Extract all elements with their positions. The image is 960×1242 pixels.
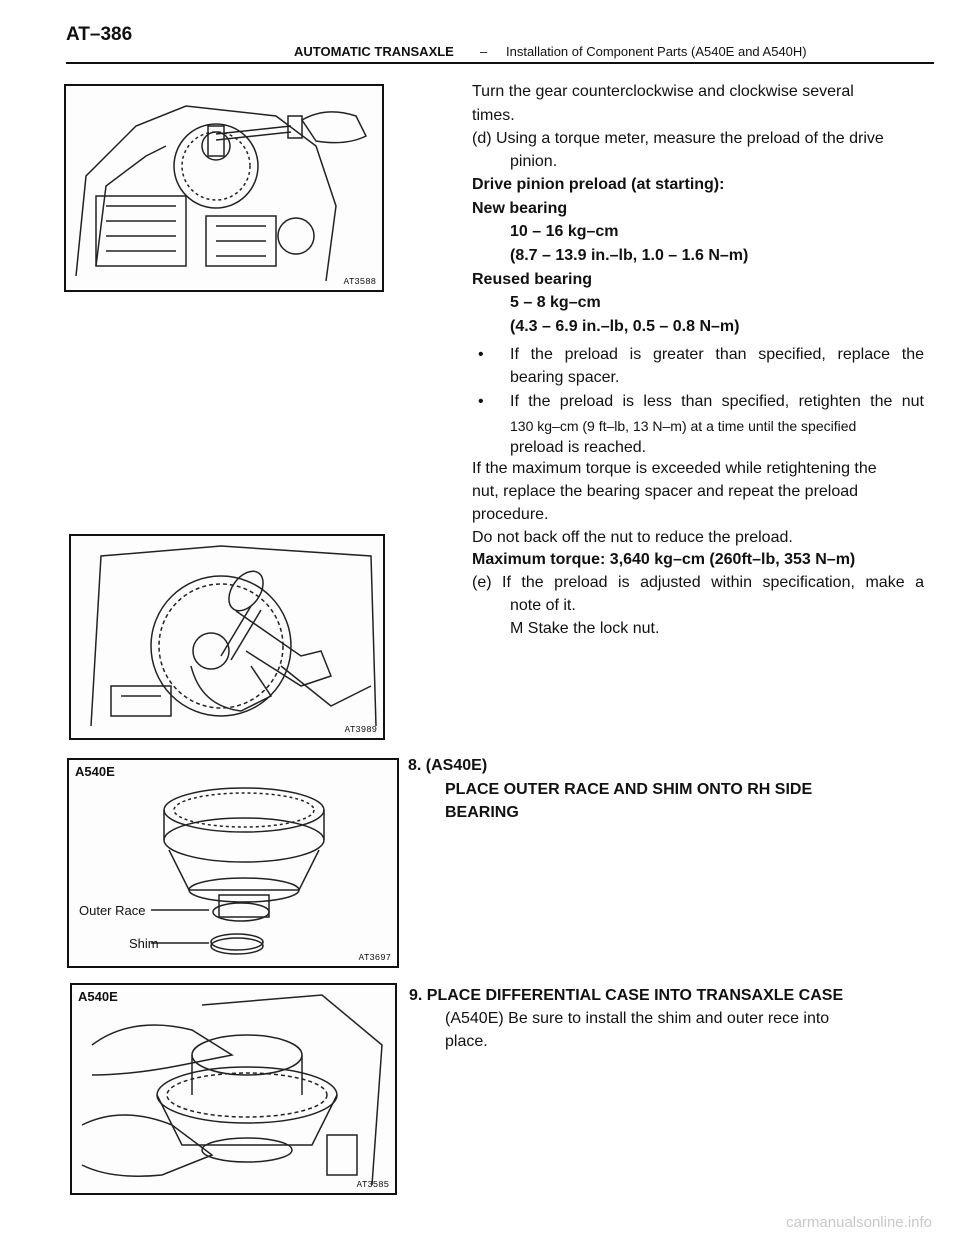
figure-stake-lock-nut <box>69 534 385 740</box>
reused-bearing-value: 5 – 8 kg–cm <box>510 294 601 311</box>
differential-illustration <box>69 760 397 966</box>
figure-code: AT3989 <box>344 725 377 735</box>
stake-lock-nut: M Stake the lock nut. <box>510 620 660 637</box>
step8-line3: BEARING <box>445 804 519 821</box>
step-e-line2: note of it. <box>510 597 576 614</box>
max-torque-note-line1: If the maximum torque is exceeded while retightening the <box>472 460 877 477</box>
step-d-line1: (d) Using a torque meter, measure the preload of the drive <box>472 130 884 147</box>
callout-outer-race: Outer Race <box>79 903 146 918</box>
new-bearing-label: New bearing <box>472 200 568 217</box>
bullet1-line1: If the preload is greater than specified, replace the <box>510 346 924 363</box>
step-d-line2: pinion. <box>510 153 558 170</box>
step8-heading: 8. (AS40E) <box>408 757 488 774</box>
preload-spec-heading: Drive pinion preload (at starting): <box>472 176 725 193</box>
bullet1-line2: bearing spacer. <box>510 369 620 386</box>
header-dash: – <box>480 44 488 59</box>
figure-code: AT3588 <box>343 277 376 287</box>
figure-torque-meter <box>64 84 384 292</box>
step9-heading: 9. PLACE DIFFERENTIAL CASE INTO TRANSAXLE CASE <box>409 987 844 1004</box>
differential-install-illustration <box>72 985 395 1193</box>
hammer-chisel-illustration <box>71 536 383 738</box>
header-section-title: AUTOMATIC TRANSAXLE <box>294 44 454 59</box>
new-bearing-value: 10 – 16 kg–cm <box>510 223 619 240</box>
figure-model-tag: A540E <box>78 989 118 1004</box>
page-number: AT–386 <box>66 24 133 45</box>
figure-code: AT3697 <box>358 953 391 963</box>
figure-differential-case <box>70 983 397 1195</box>
callout-shim: Shim <box>129 936 159 951</box>
no-back-off-note: Do not back off the nut to reduce the preload. <box>472 529 793 546</box>
step9-line3: place. <box>445 1033 488 1050</box>
reused-bearing-label: Reused bearing <box>472 271 593 288</box>
step-e-line1: (e) If the preload is adjusted within specification, make a <box>472 574 924 591</box>
figure-model-tag: A540E <box>75 764 115 779</box>
header-subtitle: Installation of Component Parts (A540E and A540H) <box>506 44 807 59</box>
bullet2-line3: preload is reached. <box>510 439 647 456</box>
torque-meter-illustration <box>66 86 382 290</box>
watermark-text: carmanualsonline.info <box>786 1214 932 1231</box>
max-torque-note-line2: nut, replace the bearing spacer and repeat the preload <box>472 483 859 500</box>
bullet2-line2: 130 kg–cm (9 ft–lb, 13 N–m) at a time until the specified <box>510 418 857 434</box>
max-torque-spec: Maximum torque: 3,640 kg–cm (260ft–lb, 353 N–m) <box>472 551 856 568</box>
bullet-1: • <box>478 346 484 363</box>
bullet-2: • <box>478 393 484 410</box>
reused-bearing-value-alt: (4.3 – 6.9 in.–lb, 0.5 – 0.8 N–m) <box>510 318 740 335</box>
figure-outer-race-shim <box>67 758 399 968</box>
turn-gear-line2: times. <box>472 107 515 124</box>
bullet2-line1: If the preload is less than specified, retighten the nut <box>510 393 924 410</box>
step8-line2: PLACE OUTER RACE AND SHIM ONTO RH SIDE <box>445 781 813 798</box>
max-torque-note-line3: procedure. <box>472 506 549 523</box>
figure-code: AT3585 <box>356 1180 389 1190</box>
step9-line2: (A540E) Be sure to install the shim and outer rece into <box>445 1010 830 1027</box>
turn-gear-line1: Turn the gear counterclockwise and clockwise several <box>472 83 854 100</box>
new-bearing-value-alt: (8.7 – 13.9 in.–lb, 1.0 – 1.6 N–m) <box>510 247 749 264</box>
header-rule <box>66 62 934 64</box>
